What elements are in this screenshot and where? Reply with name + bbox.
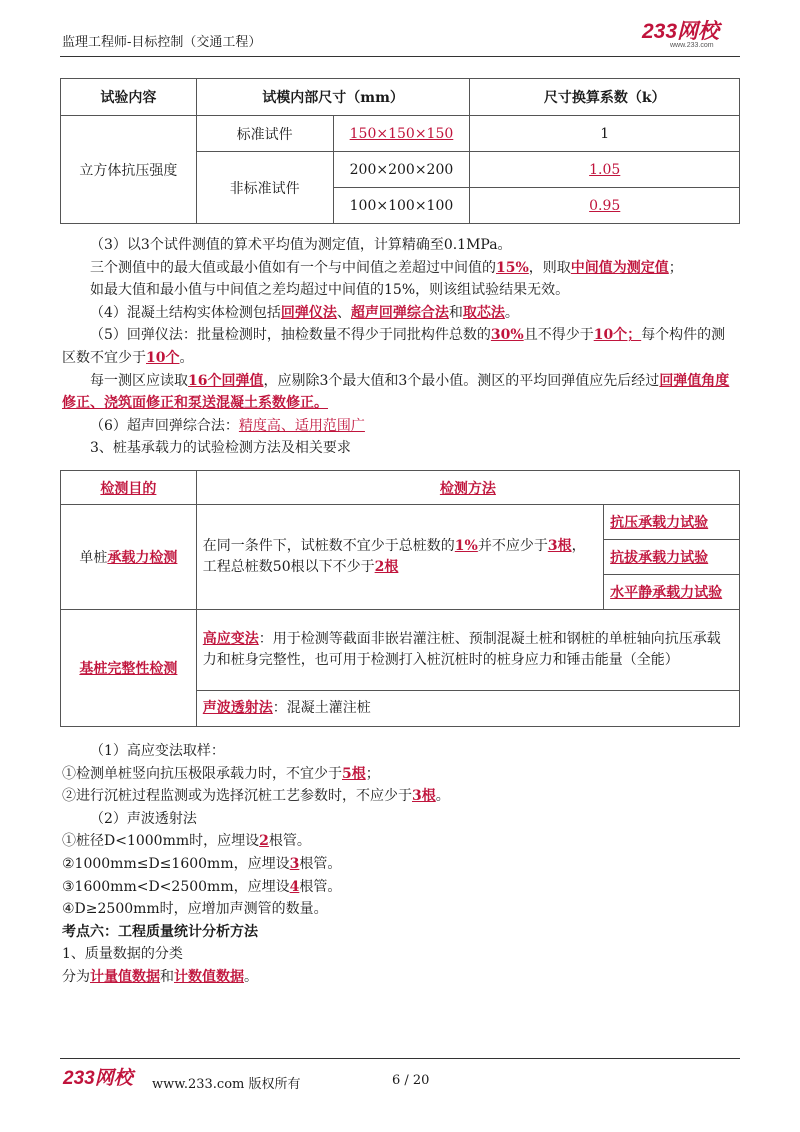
para: 分为计量值数据和计数值数据。 bbox=[62, 968, 258, 985]
para: （6）超声回弹综合法：精度高、适用范围广 bbox=[90, 417, 365, 434]
method-cell: 高应变法：用于检测等截面非嵌岩灌注桩、预制混凝土桩和钢桩的单桩轴向抗压承载力和桩身完整性，也可用于检测打入桩沉桩时的桩身应力和锤击能量（全能） bbox=[196, 610, 739, 691]
std-k: 1 bbox=[470, 116, 740, 152]
svg-text:233网校: 233网校 bbox=[63, 1068, 133, 1089]
method-cell: 声波透射法：混凝土灌注桩 bbox=[196, 691, 739, 727]
purpose-cell: 单桩承载力检测 bbox=[61, 505, 197, 610]
nonstd-size: 100×100×100 bbox=[333, 188, 470, 224]
footer-text: www.233.com 版权所有 bbox=[152, 1077, 301, 1092]
para: （3）以3个试件测值的算术平均值为测定值，计算精确至0.1MPa。 bbox=[90, 237, 512, 253]
para: （2）声波透射法 bbox=[90, 810, 197, 827]
para: ④D≥2500mm时，应增加声测管的数量。 bbox=[62, 901, 328, 918]
test-item: 立方体抗压强度 bbox=[61, 116, 197, 224]
svg-text:www.233.com: www.233.com bbox=[670, 42, 714, 49]
method-cell: 在同一条件下，试桩数不宜少于总桩数的1%并不应少于3根，工程总桩数50根以下不少于2根 bbox=[196, 505, 603, 610]
col-header: 试验内容 bbox=[61, 79, 197, 116]
nonstd-k: 0.95 bbox=[589, 197, 621, 214]
section-heading: 3、桩基承载力的试验检测方法及相关要求 bbox=[90, 440, 351, 457]
para: （1）高应变法取样： bbox=[90, 743, 225, 759]
para: ①桩径D<1000mm时，应埋设2根管。 bbox=[62, 833, 311, 850]
para: 1、质量数据的分类 bbox=[62, 946, 183, 963]
col-header: 检测方法 bbox=[439, 480, 496, 497]
para: ②1000mm≤D≤1600mm，应埋设3根管。 bbox=[62, 855, 342, 872]
body-text-1 bbox=[62, 234, 738, 460]
std-label: 标准试件 bbox=[196, 116, 333, 152]
para: 每一测区应读取16个回弹值，应剔除3个最大值和3个最小值。测区的平均回弹值应先后经过回弹值角度修正、浇筑面修正和泵送混凝土系数修正。 bbox=[62, 372, 730, 412]
header-rule bbox=[60, 56, 740, 57]
test-type: 抗压承载力试验 bbox=[610, 515, 709, 531]
specimen-size-table bbox=[60, 78, 740, 224]
nonstd-label: 非标准试件 bbox=[196, 152, 333, 224]
nonstd-size: 200×200×200 bbox=[333, 152, 470, 188]
svg-text:233网校: 233网校 bbox=[642, 20, 720, 43]
brand-logo bbox=[640, 18, 740, 50]
para: 三个测值中的最大值或最小值如有一个与中间值之差超过中间值的15%，则取中间值为测定值； bbox=[90, 259, 683, 276]
footer-logo bbox=[62, 1064, 144, 1090]
para: ②进行沉桩过程监测或为选择沉桩工艺参数时，不应少于3根。 bbox=[62, 788, 450, 805]
nonstd-k: 1.05 bbox=[589, 161, 621, 178]
test-type: 抗拔承载力试验 bbox=[610, 550, 709, 566]
para: 如最大值和最小值与中间值之差均超过中间值的15%，则该组试验结果无效。 bbox=[90, 282, 570, 299]
pile-test-table bbox=[60, 470, 740, 727]
para: （5）回弹仪法：批量检测时，抽检数量不得少于同批构件总数的30%且不得少于10个；每个构件的测区数不宜少于10个。 bbox=[62, 327, 726, 366]
header-title: 监理工程师-目标控制（交通工程） bbox=[62, 35, 262, 50]
col-header: 尺寸换算系数（k） bbox=[470, 79, 740, 116]
para: （4）混凝土结构实体检测包括回弹仪法、超声回弹综合法和取芯法。 bbox=[90, 304, 519, 321]
col-header: 试模内部尺寸（mm） bbox=[196, 79, 470, 116]
col-header: 检测目的 bbox=[100, 480, 157, 497]
body-text-2 bbox=[62, 740, 738, 989]
test-type: 水平静承载力试验 bbox=[610, 585, 723, 601]
page-number: 6 / 20 bbox=[392, 1073, 430, 1088]
section-heading: 考点六：工程质量统计分析方法 bbox=[62, 923, 258, 940]
purpose-cell: 基桩完整性检测 bbox=[79, 661, 178, 677]
para: ③1600mm<D<2500mm，应埋设4根管。 bbox=[62, 878, 342, 895]
para: ①检测单桩竖向抗压极限承载力时，不宜少于5根； bbox=[62, 765, 380, 782]
std-size: 150×150×150 bbox=[349, 125, 454, 142]
footer-rule bbox=[60, 1058, 740, 1059]
